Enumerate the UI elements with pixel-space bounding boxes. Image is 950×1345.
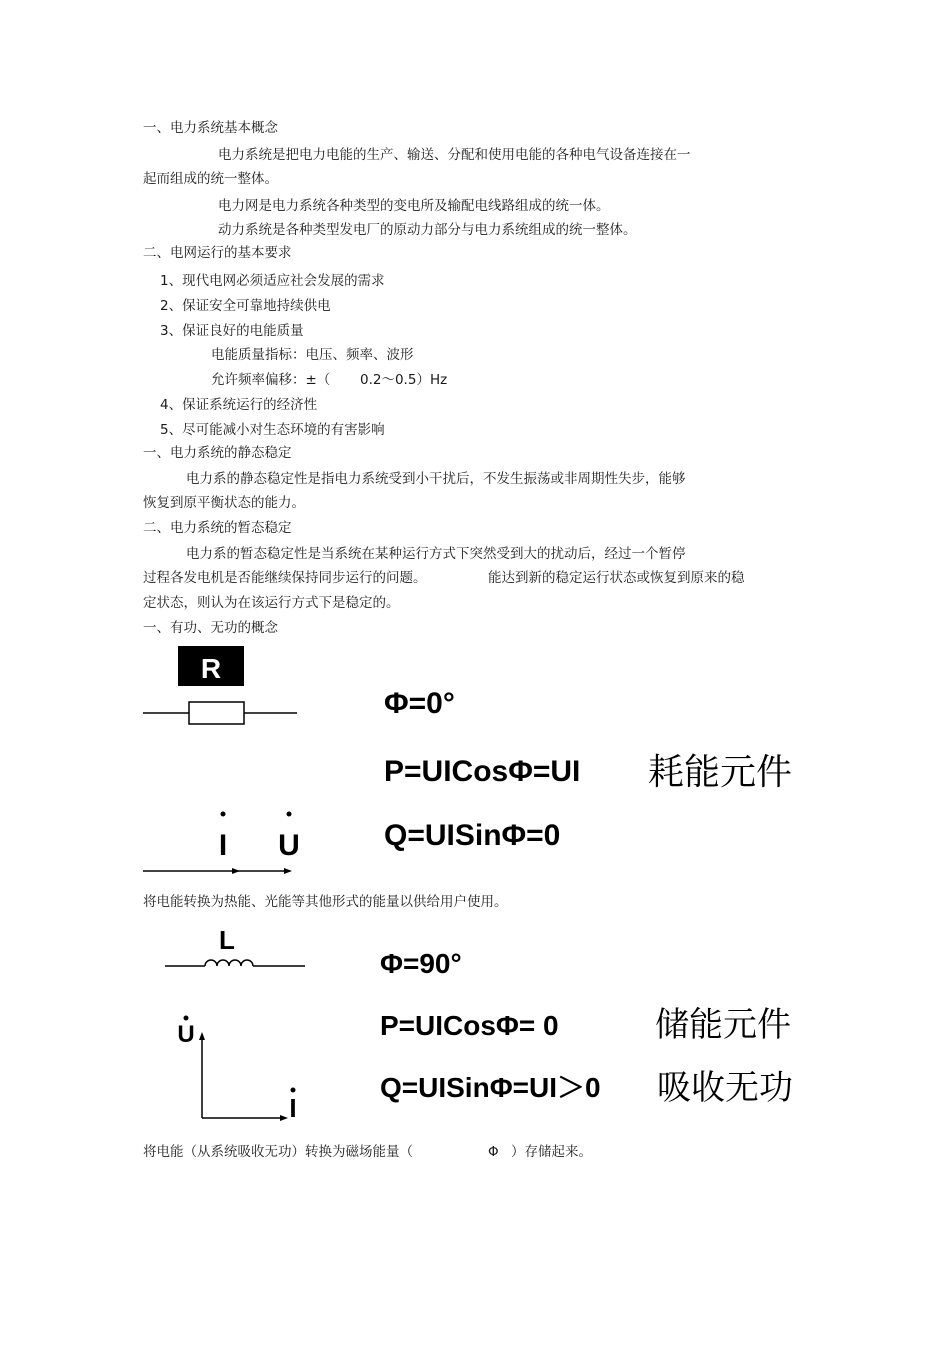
resistor-phase: Φ=0° (384, 687, 455, 720)
section-heading-basic-concepts: 一、电力系统基本概念 (143, 120, 278, 136)
inductor-caption-b: ）存储起来。 (511, 1144, 592, 1160)
voltage-symbol: U (278, 829, 300, 862)
current-symbol: I (218, 829, 228, 862)
resistor-caption: 将电能转换为热能、光能等其他形式的能量以供给用户使用。 (143, 894, 508, 910)
voltage-arrow-icon (199, 1032, 205, 1040)
paragraph-static-line1: 电力系的静态稳定性是指电力系统受到小干扰后，不发生振荡或非周期性失步，能够 (186, 471, 686, 487)
current-arrow-icon (280, 1115, 288, 1121)
paragraph-transient-line1: 电力系的暂态稳定性是当系统在某种运行方式下突然受到大的扰动后，经过一个暂停 (186, 546, 686, 562)
section-heading-active-reactive: 一、有功、无功的概念 (143, 620, 278, 636)
inductor-label: L (219, 925, 235, 955)
current-dot-icon (291, 1088, 296, 1093)
resistor-label: R (200, 653, 222, 684)
section-heading-transient-stability: 二、电力系统的暂态稳定 (143, 520, 292, 536)
inductor-caption-a: 将电能（从系统吸收无功）转换为磁场能量（ (143, 1144, 413, 1160)
quality-indicators: 电能质量指标：电压、频率、波形 (211, 347, 414, 363)
resistor-p-formula: P=UICosΦ=UI (384, 755, 581, 788)
requirement-item: 1、现代电网必须适应社会发展的需求 (160, 273, 385, 289)
requirement-item: 4、保证系统运行的经济性 (160, 397, 318, 413)
section-heading-static-stability: 一、电力系统的静态稳定 (143, 445, 292, 461)
inductor-q-formula: Q=UISinΦ=UI＞0 (380, 1072, 601, 1103)
paragraph-transient-line3: 定状态，则认为在该运行方式下是稳定的。 (143, 595, 400, 611)
current-symbol: I (289, 1093, 297, 1123)
voltage-symbol: U (177, 1021, 195, 1048)
current-dot-icon (221, 812, 226, 817)
frequency-deviation-value: 0.2～0.5）Hz (360, 372, 448, 388)
resistor-label-box (178, 646, 244, 686)
paragraph-power-supply-system: 动力系统是各种类型发电厂的原动力部分与电力系统组成的统一整体。 (218, 222, 637, 238)
paragraph-power-system-line2: 起而组成的统一整体。 (143, 171, 278, 187)
inductor-phase: Φ=90° (380, 948, 462, 979)
voltage-dot-icon (287, 812, 292, 817)
frequency-deviation-label: 允许频率偏移：±（ (211, 372, 331, 388)
resistor-q-formula: Q=UISinΦ=0 (384, 819, 561, 852)
resistor-type-label: 耗能元件 (648, 752, 793, 793)
inductor-p-formula: P=UICosΦ= 0 (380, 1010, 559, 1041)
paragraph-static-line2: 恢复到原平衡状态的能力。 (143, 495, 305, 511)
inductor-caption-phi: Φ (488, 1144, 499, 1160)
inductor-reactive-label: 吸收无功 (657, 1068, 793, 1108)
voltage-dot-icon (184, 1016, 189, 1021)
paragraph-power-system-line1: 电力系统是把电力电能的生产、输送、分配和使用电能的各种电气设备连接在一 (218, 147, 691, 163)
paragraph-power-grid: 电力网是电力系统各种类型的变电所及输配电线路组成的统一体。 (218, 198, 610, 214)
voltage-arrow-icon (284, 868, 292, 874)
paragraph-transient-line2b: 能达到新的稳定运行状态或恢复到原来的稳 (488, 570, 745, 586)
paragraph-transient-line2a: 过程各发电机是否能继续保持同步运行的问题。 (143, 570, 427, 586)
inductor-coil-icon (205, 960, 253, 966)
resistor-symbol (189, 702, 244, 724)
current-arrow-icon (232, 868, 240, 874)
inductor-type-label: 储能元件 (655, 1005, 791, 1045)
section-heading-requirements: 二、电网运行的基本要求 (143, 245, 292, 261)
requirement-item: 3、保证良好的电能质量 (160, 323, 304, 339)
requirement-item: 5、尽可能减小对生态环境的有害影响 (160, 422, 385, 438)
requirement-item: 2、保证安全可靠地持续供电 (160, 298, 331, 314)
